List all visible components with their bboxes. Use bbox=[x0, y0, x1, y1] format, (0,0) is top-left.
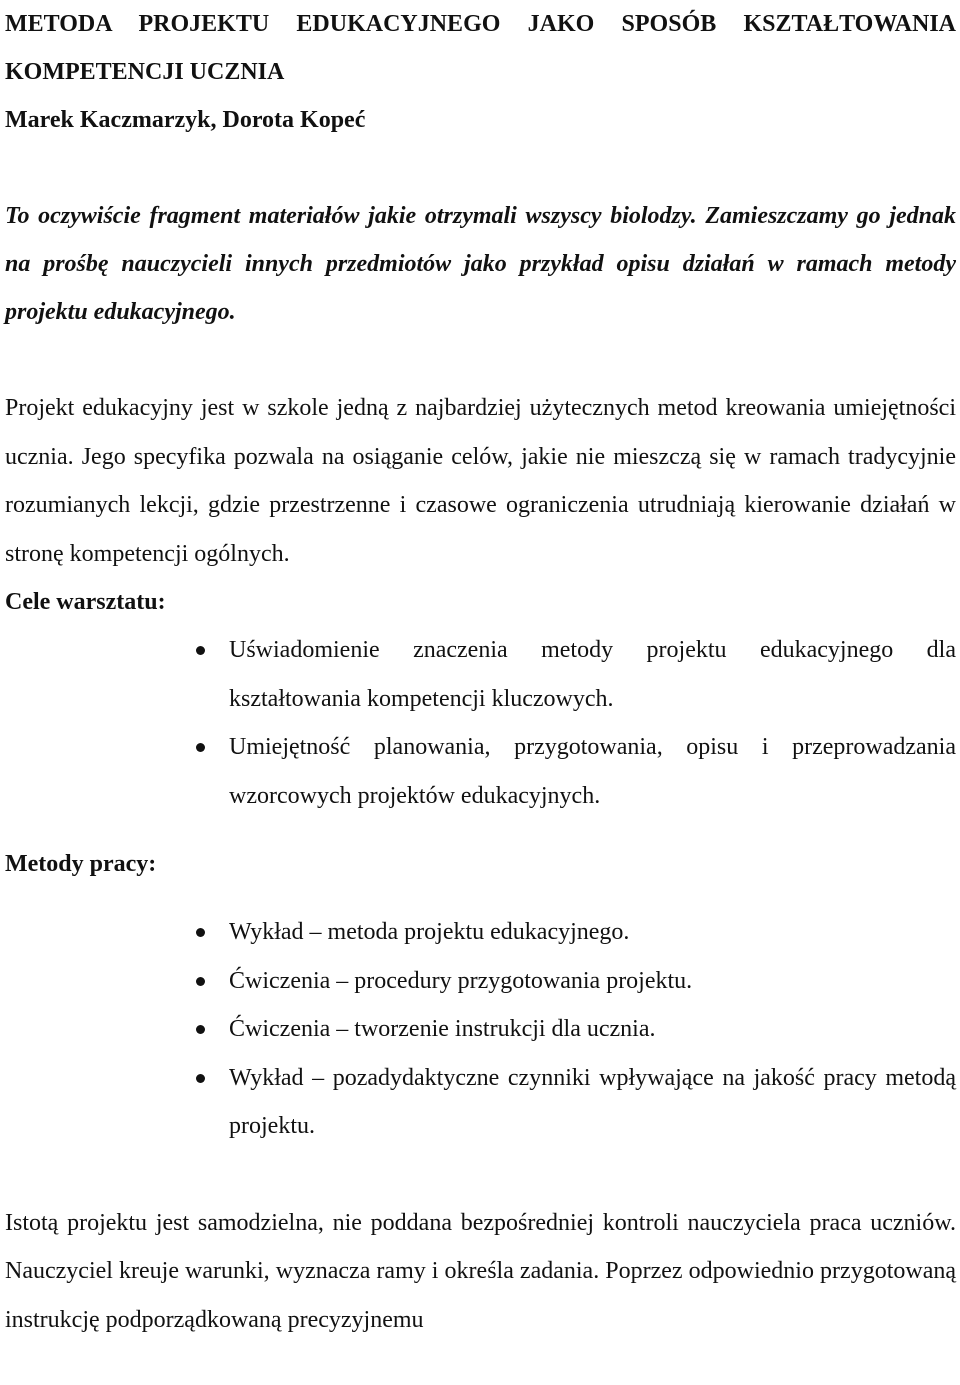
list-item bbox=[229, 1005, 956, 1054]
goal-text: Uświadomienie znaczenia metody projektu edukacyjnego dla kształtowania kompetencji kluczowych. bbox=[229, 637, 956, 712]
list-item bbox=[229, 626, 956, 723]
paragraph-project-description: Projekt edukacyjny jest w szkole jedną z najbardziej użytecznych metod kreowania umiejętności ucznia. Jego specyfika pozwala na osiąganie celów, jakie nie mieszczą się w ramach tradycyjnie rozumianych lekcji, gdzie przestrzenne i czasowe ograniczenia utrudniają kierowanie działań w stronę kompetencji ogólnych. bbox=[5, 395, 956, 567]
methods-list bbox=[5, 908, 956, 1151]
intro-note: To oczywiście fragment materiałów jakie otrzymali wszyscy biolodzy. Zamieszczamy go jednak na prośbę nauczycieli innych przedmiotów jako przykład opisu działań w ramach metody projektu edukacyjnego. bbox=[5, 203, 956, 325]
method-text: Ćwiczenia – procedury przygotowania projektu. bbox=[229, 967, 693, 994]
list-item bbox=[229, 957, 956, 1006]
method-text: Wykład – metoda projektu edukacyjnego. bbox=[229, 919, 630, 945]
bullet-icon bbox=[196, 1025, 205, 1034]
bullet-icon bbox=[196, 743, 205, 752]
spacer bbox=[5, 144, 956, 192]
goals-heading: Cele warsztatu: bbox=[5, 589, 166, 615]
bullet-icon bbox=[196, 1074, 205, 1083]
method-text: Ćwiczenia – tworzenie instrukcji dla ucznia. bbox=[229, 1016, 656, 1042]
bullet-icon bbox=[196, 928, 205, 937]
spacer bbox=[5, 336, 956, 384]
list-item bbox=[229, 908, 956, 957]
document-title-line2: KOMPETENCJI UCZNIA bbox=[5, 59, 285, 85]
bullet-icon bbox=[196, 646, 205, 655]
goals-list bbox=[5, 626, 956, 820]
spacer bbox=[5, 1151, 956, 1199]
bullet-icon bbox=[196, 977, 205, 986]
list-item bbox=[229, 723, 956, 820]
goal-text: Umiejętność planowania, przygotowania, opisu i przeprowadzania wzorcowych projektów edukacyjnych. bbox=[229, 734, 956, 809]
spacer bbox=[5, 820, 956, 840]
paragraph-project-essence: Istotą projektu jest samodzielna, nie poddana bezpośredniej kontroli nauczyciela praca uczniów. Nauczyciel kreuje warunki, wyznacza ramy i określa zadania. Poprzez odpowiednio przygotowaną instrukcję podporządkowaną precyzyjnemu bbox=[5, 1209, 956, 1333]
spacer bbox=[5, 888, 956, 908]
document-title-line1: METODA PROJEKTU EDUKACYJNEGO JAKO SPOSÓB KSZTAŁTOWANIA bbox=[5, 11, 956, 37]
document-authors: Marek Kaczmarzyk, Dorota Kopeć bbox=[5, 107, 366, 133]
list-item bbox=[229, 1054, 956, 1151]
methods-heading: Metody pracy: bbox=[5, 851, 157, 877]
method-text: Wykład – pozadydaktyczne czynniki wpływające na jakość pracy metodą projektu. bbox=[229, 1064, 956, 1139]
